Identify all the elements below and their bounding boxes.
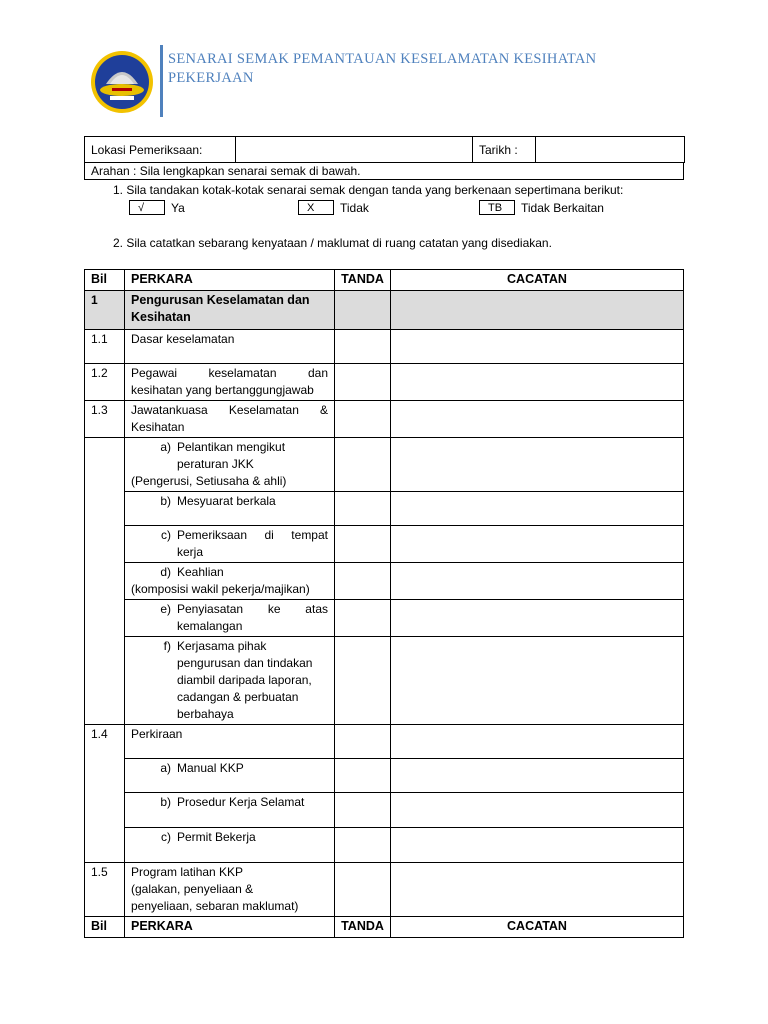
- table-row: [85, 759, 684, 793]
- row-bil: 1.5: [85, 863, 125, 917]
- row-text-line: diambil daripada laporan,: [177, 673, 312, 687]
- tanda-cell[interactable]: [335, 291, 391, 330]
- tanda-cell[interactable]: [335, 637, 391, 725]
- row-perkara: [125, 492, 335, 526]
- table-row: [85, 637, 684, 725]
- header-bil: Bil: [85, 270, 125, 291]
- legend-label-ya: Ya: [171, 201, 185, 215]
- table-row: [85, 600, 684, 637]
- table-header-row-repeat: [85, 917, 684, 938]
- row-bil-empty: [85, 438, 125, 725]
- cacatan-cell[interactable]: [391, 828, 684, 863]
- row-text-line: Kerjasama pihak: [177, 639, 267, 653]
- header-perkara: PERKARA: [125, 270, 335, 291]
- checklist-table: [84, 269, 684, 938]
- table-row: [85, 364, 684, 401]
- cacatan-cell[interactable]: [391, 291, 684, 330]
- row-perkara: [125, 401, 335, 438]
- row-text-line: Jawatankuasa Keselamatan &: [131, 403, 328, 417]
- tanda-cell[interactable]: [335, 828, 391, 863]
- row-perkara: Pengurusan Keselamatan dan Kesihatan: [125, 291, 335, 330]
- row-text-line: berbahaya: [177, 707, 234, 721]
- organization-logo: [90, 50, 154, 114]
- cacatan-cell[interactable]: [391, 401, 684, 438]
- tanda-cell[interactable]: [335, 725, 391, 759]
- table-row: [85, 291, 684, 330]
- row-text-line: kesihatan yang bertanggungjawab: [131, 383, 314, 397]
- row-perkara: [125, 637, 335, 725]
- cacatan-cell[interactable]: [391, 863, 684, 917]
- table-row: [85, 793, 684, 828]
- sub-letter: a): [160, 440, 171, 454]
- sub-letter: e): [160, 602, 171, 616]
- cacatan-cell[interactable]: [391, 526, 684, 563]
- table-row: [85, 828, 684, 863]
- row-text-line: (komposisi wakil pekerja/majikan): [131, 582, 310, 596]
- sub-letter: a): [160, 761, 171, 775]
- cacatan-cell[interactable]: [391, 793, 684, 828]
- tanda-cell[interactable]: [335, 793, 391, 828]
- header-perkara: PERKARA: [125, 917, 335, 938]
- row-text-line: Manual KKP: [177, 761, 244, 775]
- row-bil: 1.2: [85, 364, 125, 401]
- sub-letter: b): [160, 795, 171, 809]
- table-row: [85, 401, 684, 438]
- tarikh-field[interactable]: [536, 137, 685, 163]
- header-cacatan: CACATAN: [391, 917, 684, 938]
- row-text-line: kerja: [177, 545, 204, 559]
- row-perkara: [125, 828, 335, 863]
- row-bil: 1.3: [85, 401, 125, 438]
- row-perkara: [125, 526, 335, 563]
- row-perkara: [125, 438, 335, 492]
- row-perkara: [125, 793, 335, 828]
- row-text-line: Kesihatan: [131, 420, 185, 434]
- row-perkara: [125, 364, 335, 401]
- cacatan-cell[interactable]: [391, 563, 684, 600]
- cacatan-cell[interactable]: [391, 600, 684, 637]
- row-text-line: Pelantikan mengikut: [177, 440, 286, 454]
- table-row: [85, 330, 684, 364]
- lokasi-field[interactable]: [236, 137, 473, 163]
- sub-letter: d): [160, 565, 171, 579]
- legend-label-tb: Tidak Berkaitan: [521, 201, 604, 215]
- info-table: [84, 136, 685, 163]
- sub-letter: f): [163, 639, 171, 653]
- row-text-line: peraturan JKK: [177, 457, 254, 471]
- table-row: [85, 526, 684, 563]
- tanda-cell[interactable]: [335, 759, 391, 793]
- row-text-line: Prosedur Kerja Selamat: [177, 795, 305, 809]
- row-perkara: [125, 563, 335, 600]
- row-text-line: cadangan & perbuatan: [177, 690, 299, 704]
- row-bil: 1.4: [85, 725, 125, 863]
- tanda-cell[interactable]: [335, 600, 391, 637]
- tanda-cell[interactable]: [335, 364, 391, 401]
- row-text-line: (galakan, penyeliaan &: [131, 882, 254, 896]
- row-text-line: pengurusan dan tindakan: [177, 656, 313, 670]
- cacatan-cell[interactable]: [391, 492, 684, 526]
- tanda-cell[interactable]: [335, 401, 391, 438]
- cacatan-cell[interactable]: [391, 438, 684, 492]
- cacatan-cell[interactable]: [391, 364, 684, 401]
- cacatan-cell[interactable]: [391, 330, 684, 364]
- page-title: [168, 50, 608, 88]
- row-text-line: Program latihan KKP: [131, 865, 244, 879]
- header-tanda: TANDA: [335, 917, 391, 938]
- row-bil: 1: [85, 291, 125, 330]
- row-text-line: Pemeriksaan di tempat: [177, 528, 328, 542]
- instruction-2: 2. Sila catatkan sebarang kenyataan / maklumat di ruang catatan yang disediakan.: [113, 236, 552, 250]
- row-text-line: Keahlian: [177, 565, 224, 579]
- title-line-2: PEKERJAAN: [168, 70, 254, 86]
- legend-mark-ya: √: [129, 200, 165, 215]
- legend-mark-tb: TB: [479, 200, 515, 215]
- sub-letter: c): [161, 830, 171, 844]
- table-header-row: [85, 270, 684, 291]
- table-row: [85, 563, 684, 600]
- header-tanda: TANDA: [335, 270, 391, 291]
- table-row: [85, 438, 684, 492]
- tarikh-label: Tarikh :: [473, 137, 536, 163]
- row-perkara: Dasar keselamatan: [125, 330, 335, 364]
- lokasi-label: Lokasi Pemeriksaan:: [85, 137, 236, 163]
- row-text-line: Penyiasatan ke atas: [177, 602, 328, 616]
- tanda-cell[interactable]: [335, 330, 391, 364]
- tanda-cell[interactable]: [335, 438, 391, 492]
- tanda-cell[interactable]: [335, 526, 391, 563]
- header-divider: [160, 45, 163, 117]
- header-bil: Bil: [85, 917, 125, 938]
- cacatan-cell[interactable]: [391, 759, 684, 793]
- cacatan-cell[interactable]: [391, 725, 684, 759]
- title-line-1: SENARAI SEMAK PEMANTAUAN KESELAMATAN KESIHATAN: [168, 51, 597, 67]
- row-text-line: Pegawai keselamatan dan: [131, 366, 328, 380]
- row-text-line: Mesyuarat berkala: [177, 494, 276, 508]
- row-text-line: penyeliaan, sebaran maklumat): [131, 899, 299, 913]
- tanda-cell[interactable]: [335, 563, 391, 600]
- table-row: [85, 725, 684, 759]
- legend-mark-tidak: X: [298, 200, 334, 215]
- row-text-line: Permit Bekerja: [177, 830, 256, 844]
- row-perkara: [125, 759, 335, 793]
- row-text-line: kemalangan: [177, 619, 243, 633]
- table-row: [85, 863, 684, 917]
- legend-label-tidak: Tidak: [340, 201, 369, 215]
- instruction-1: 1. Sila tandakan kotak-kotak senarai semak dengan tanda yang berkenaan sepertimana berikut:: [113, 183, 624, 197]
- sub-letter: c): [161, 528, 171, 542]
- header-cacatan: CACATAN: [391, 270, 684, 291]
- row-text-line: (Pengerusi, Setiusaha & ahli): [131, 474, 287, 488]
- tanda-cell[interactable]: [335, 492, 391, 526]
- cacatan-cell[interactable]: [391, 637, 684, 725]
- row-perkara: [125, 600, 335, 637]
- row-perkara: Perkiraan: [125, 725, 335, 759]
- sub-letter: b): [160, 494, 171, 508]
- row-bil: 1.1: [85, 330, 125, 364]
- tanda-cell[interactable]: [335, 863, 391, 917]
- row-perkara: [125, 863, 335, 917]
- arahan-text: Arahan : Sila lengkapkan senarai semak di bawah.: [84, 163, 684, 180]
- table-row: [85, 492, 684, 526]
